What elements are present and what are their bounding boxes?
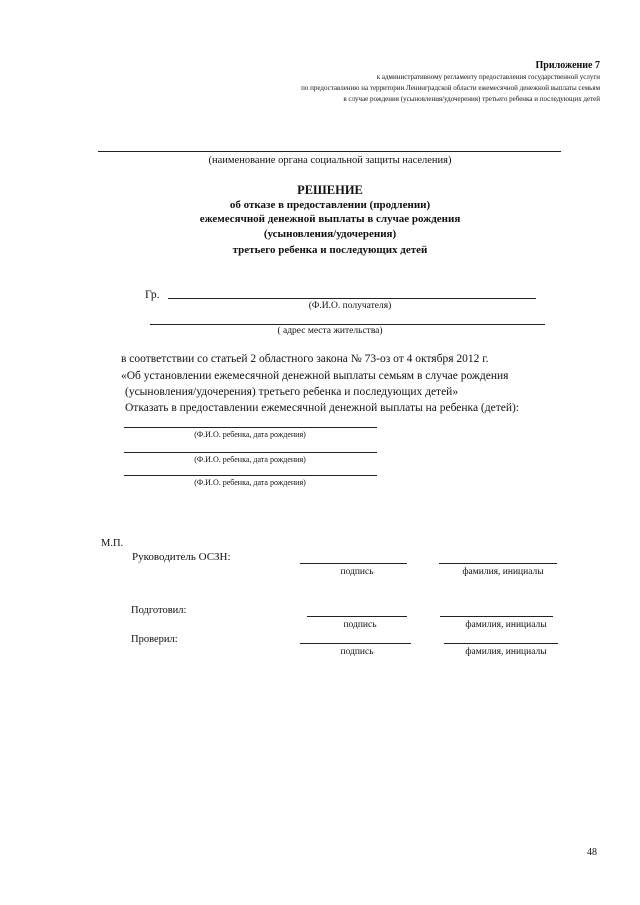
appendix-subtitle-line: по предоставлению на территории Ленинградской области ежемесячной денежной выплаты семьям xyxy=(301,84,600,92)
child-caption: (Ф.И.О. ребенка, дата рождения) xyxy=(194,455,306,464)
name-caption: фамилия, инициалы xyxy=(465,620,547,630)
prepared-name-line xyxy=(440,616,553,617)
body-text-line: Отказать в предоставлении ежемесячной денежной выплаты на ребенка (детей): xyxy=(125,402,520,414)
signature-caption: подпись xyxy=(340,647,374,657)
recipient-label: Гр. xyxy=(145,289,160,301)
recipient-name-line xyxy=(168,298,536,299)
body-text-line: (усыновления/удочерения) третьего ребенка и последующих детей» xyxy=(125,386,459,398)
child-line xyxy=(124,452,377,453)
name-caption: фамилия, инициалы xyxy=(462,567,544,577)
page-number: 48 xyxy=(587,847,597,858)
recipient-address-caption: ( адрес места жительства) xyxy=(277,326,383,336)
prepared-label: Подготовил: xyxy=(131,605,187,616)
decision-title: РЕШЕНИЕ xyxy=(297,183,363,197)
appendix-subtitle-line: в случае рождения (усыновления/удочерения) третьего ребенка и последующих детей xyxy=(343,95,600,103)
child-caption: (Ф.И.О. ребенка, дата рождения) xyxy=(194,478,306,487)
decision-subtitle: ежемесячной денежной выплаты в случае рождения xyxy=(199,213,461,225)
body-text-line: в соответствии со статьей 2 областного закона № 73-оз от 4 октября 2012 г. xyxy=(121,353,489,365)
child-caption: (Ф.И.О. ребенка, дата рождения) xyxy=(194,430,306,439)
child-line xyxy=(124,475,377,476)
appendix-subtitle-line: к административному регламенту предоставления государственной услуги xyxy=(376,73,600,81)
signature-caption: подпись xyxy=(343,620,377,630)
recipient-fio-caption: (Ф.И.О. получателя) xyxy=(308,301,392,311)
stamp-place-label: М.П. xyxy=(101,538,124,549)
org-caption: (наименование органа социальной защиты населения) xyxy=(208,155,452,166)
checked-name-line xyxy=(444,643,558,644)
head-name-line xyxy=(439,563,557,564)
body-text-line: «Об установлении ежемесячной денежной выплаты семьям в случае рождения xyxy=(121,370,509,382)
checked-label: Проверил: xyxy=(131,634,178,645)
checked-signature-line xyxy=(300,643,411,644)
decision-subtitle: третьего ребенка и последующих детей xyxy=(232,244,428,256)
prepared-signature-line xyxy=(307,616,407,617)
name-caption: фамилия, инициалы xyxy=(465,647,547,657)
head-label: Руководитель ОСЗН: xyxy=(132,551,231,563)
org-name-line xyxy=(98,151,561,152)
appendix-title: Приложение 7 xyxy=(535,60,600,71)
child-line xyxy=(124,427,377,428)
decision-subtitle: (усыновления/удочерения) xyxy=(263,228,397,240)
decision-subtitle: об отказе в предоставлении (продлении) xyxy=(229,199,431,211)
head-signature-line xyxy=(300,563,407,564)
recipient-address-line xyxy=(150,324,545,325)
signature-caption: подпись xyxy=(340,567,374,577)
